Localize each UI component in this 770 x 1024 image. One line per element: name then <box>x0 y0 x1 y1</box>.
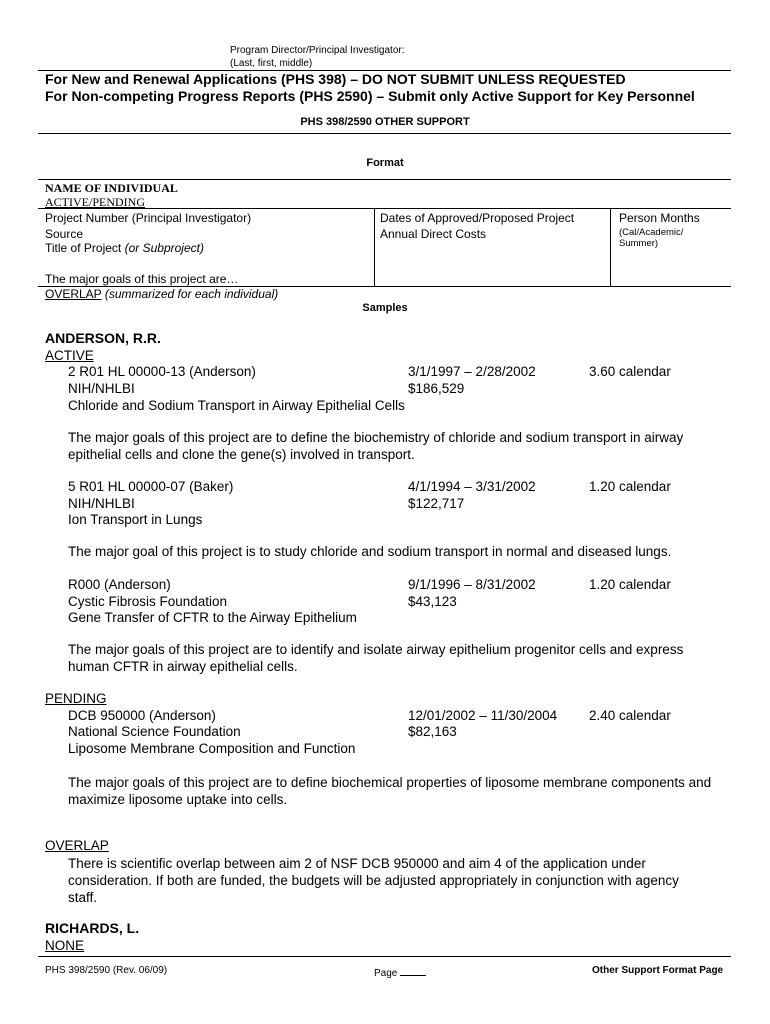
project-number-label: Project Number (Principal Investigator) <box>45 211 252 225</box>
pi-label-line2: (Last, first, middle) <box>230 58 313 69</box>
richards-status: NONE <box>45 938 85 953</box>
format-box-divider-1 <box>374 208 375 286</box>
project-1-goals: The major goals of this project are to define the biochemistry of chloride and sodium transport in airway epithelial cells and clone the gene(s) involved in transport. <box>68 430 684 462</box>
overlap-format-note: (summarized for each individual) <box>104 287 279 301</box>
anderson-active-label: ACTIVE <box>45 348 94 363</box>
anderson-overlap-text: There is scientific overlap between aim 2 of NSF DCB 950000 and aim 4 of the application under consideration. If both are funded, the budgets will be adjusted appropriately in conjunction with agency staff. <box>68 856 679 905</box>
project-3-months: 1.20 calendar <box>589 577 671 592</box>
annual-direct-costs-label: Annual Direct Costs <box>380 227 487 241</box>
dates-label: Dates of Approved/Proposed Project <box>380 211 575 225</box>
format-box-row-rule <box>38 208 731 209</box>
title-prefix: Title of Project <box>45 241 122 255</box>
project-1-dates: 3/1/1997 – 2/28/2002 <box>408 364 536 379</box>
title-suffix: (or Subproject) <box>124 241 204 255</box>
footer-right-label: Other Support Format Page <box>592 965 724 976</box>
major-goals-label: The major goals of this project are… <box>45 272 239 286</box>
project-1-cost: $186,529 <box>408 381 465 396</box>
footer-form-number: PHS 398/2590 (Rev. 06/09) <box>45 965 168 976</box>
footer-page-label: Page <box>374 968 398 979</box>
project-3-number: R000 (Anderson) <box>68 577 171 592</box>
project-1-number: 2 R01 HL 00000-13 (Anderson) <box>68 364 256 379</box>
person-months-sub2: Summer) <box>619 238 659 249</box>
project-3-dates: 9/1/1996 – 8/31/2002 <box>408 577 536 592</box>
pending-number: DCB 950000 (Anderson) <box>68 708 216 723</box>
person-months-label: Person Months <box>619 211 700 225</box>
pending-months: 2.40 calendar <box>589 708 671 723</box>
format-heading: Format <box>366 157 404 169</box>
overlap-format-label: OVERLAP <box>45 287 102 301</box>
pending-title: Liposome Membrane Composition and Function <box>68 741 356 756</box>
project-2-goals: The major goal of this project is to study chloride and sodium transport in normal and diseased lungs. <box>68 544 672 559</box>
project-1-source: NIH/NHLBI <box>68 381 135 396</box>
project-2-dates: 4/1/1994 – 3/31/2002 <box>408 479 536 494</box>
format-box-divider-2 <box>610 208 611 286</box>
samples-heading: Samples <box>362 302 408 314</box>
person-months-sub1: (Cal/Academic/ <box>619 227 684 238</box>
anderson-name: ANDERSON, R.R. <box>45 330 161 346</box>
project-2-months: 1.20 calendar <box>589 479 671 494</box>
pending-dates: 12/01/2002 – 11/30/2004 <box>408 708 558 723</box>
pi-label-line1: Program Director/Principal Investigator: <box>230 45 405 56</box>
name-of-individual: NAME OF INDIVIDUAL <box>45 181 178 195</box>
instruction-line-2: For Non-competing Progress Reports (PHS 2590) – Submit only Active Support for Key Personnel <box>45 88 695 104</box>
anderson-overlap-label: OVERLAP <box>45 838 109 853</box>
project-3-source: Cystic Fibrosis Foundation <box>68 594 228 609</box>
pending-source: National Science Foundation <box>68 724 241 739</box>
source-label: Source <box>45 227 84 241</box>
pending-cost: $82,163 <box>408 724 457 739</box>
title-rule <box>38 133 731 134</box>
richards-name: RICHARDS, L. <box>45 920 140 936</box>
format-box-top <box>38 179 731 180</box>
project-2-source: NIH/NHLBI <box>68 496 135 511</box>
pending-goals: The major goals of this project are to define biochemical properties of liposome membrane components and maximize liposome uptake into cells. <box>68 775 712 807</box>
footer-rule <box>38 956 731 957</box>
project-3-title: Gene Transfer of CFTR to the Airway Epithelium <box>68 610 357 625</box>
project-2-cost: $122,717 <box>408 496 465 511</box>
project-1-title: Chloride and Sodium Transport in Airway Epithelial Cells <box>68 398 405 413</box>
instruction-line-1: For New and Renewal Applications (PHS 398) – DO NOT SUBMIT UNLESS REQUESTED <box>45 71 626 87</box>
title-of-project-label <box>45 241 204 255</box>
project-2-number: 5 R01 HL 00000-07 (Baker) <box>68 479 234 494</box>
project-2-title: Ion Transport in Lungs <box>68 512 203 527</box>
footer-page <box>374 965 426 979</box>
active-pending-label: ACTIVE/PENDING <box>45 195 145 209</box>
project-3-goals: The major goals of this project are to identify and isolate airway epithelium progenitor cells and express human CFTR in airway epithelial cells. <box>68 642 684 674</box>
project-1-months: 3.60 calendar <box>589 364 671 379</box>
page-number-blank <box>400 965 426 976</box>
overlap-format-line <box>45 287 278 301</box>
form-title: PHS 398/2590 OTHER SUPPORT <box>300 116 470 128</box>
project-3-cost: $43,123 <box>408 594 457 609</box>
anderson-pending-label: PENDING <box>45 691 107 706</box>
